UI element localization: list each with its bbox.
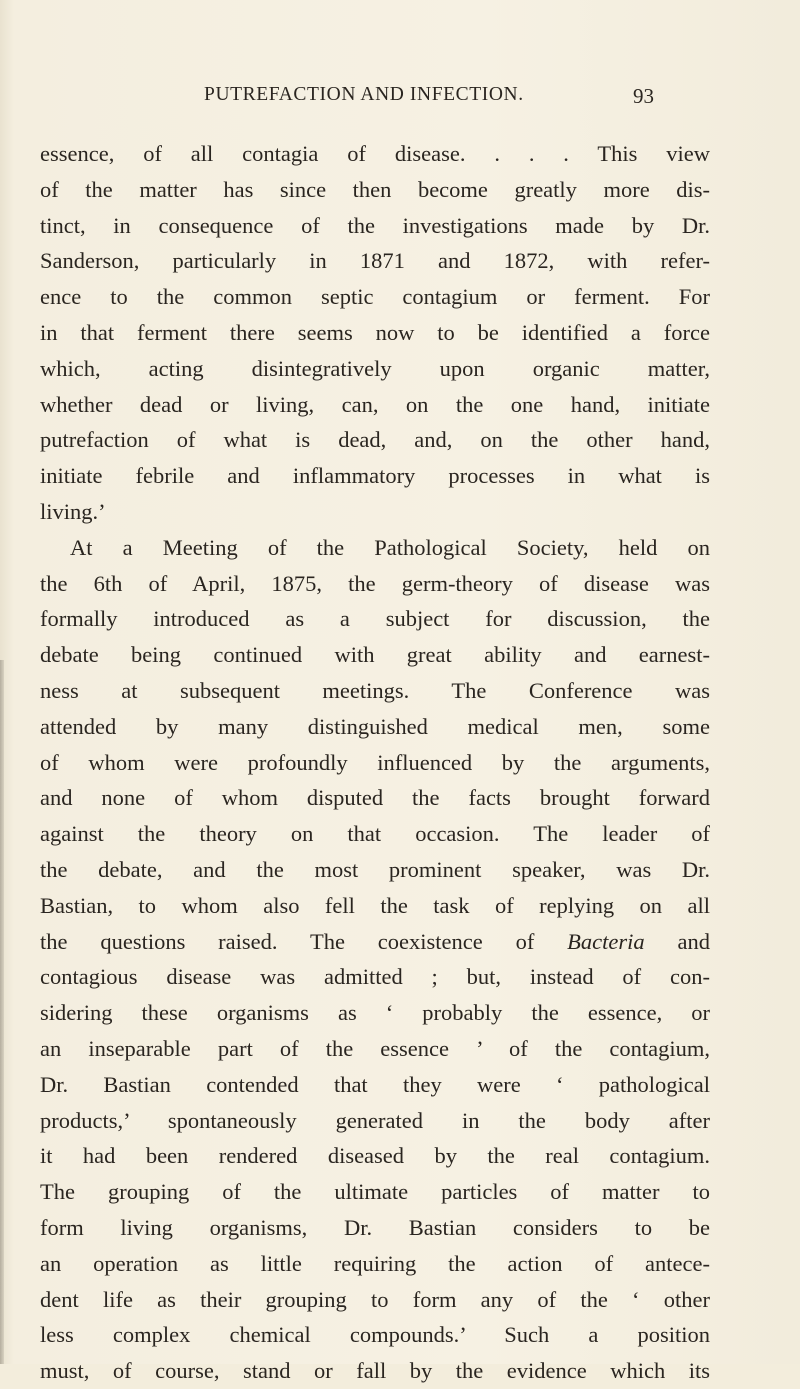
- text-line: tinct, in consequence of the investigations made by Dr.: [40, 212, 710, 238]
- running-head: PUTREFACTION AND INFECTION.: [204, 84, 524, 105]
- text-line: living.’: [40, 498, 106, 524]
- text-line: the debate, and the most prominent speaker, was Dr.: [40, 856, 710, 882]
- page-header: [0, 84, 800, 114]
- body-text: [40, 136, 710, 1389]
- text-line: an operation as little requiring the action of antece-: [40, 1250, 710, 1276]
- italic-term: Bacteria: [567, 928, 645, 954]
- text-line: initiate febrile and inflammatory processes in what is: [40, 463, 710, 489]
- page-binding-edge: [0, 660, 4, 1364]
- text-line: ness at subsequent meetings. The Conference was: [40, 677, 710, 703]
- text-line: Sanderson, particularly in 1871 and 1872, with refer-: [40, 248, 710, 274]
- text-line: Bastian, to whom also fell the task of replying on all: [40, 892, 710, 918]
- text-line: in that ferment there seems now to be identified a force: [40, 319, 710, 345]
- text-line: of whom were profoundly influenced by the arguments,: [40, 749, 710, 775]
- text-line: less complex chemical compounds.’ Such a position: [40, 1322, 710, 1348]
- text-line: ence to the common septic contagium or ferment. For: [40, 284, 710, 310]
- text-line: the questions raised. The coexistence of Bacteria and: [40, 928, 710, 954]
- text-line: which, acting disintegratively upon organic matter,: [40, 355, 710, 381]
- text-line: sidering these organisms as ‘ probably the essence, or: [40, 1000, 710, 1026]
- text-line: debate being continued with great ability and earnest-: [40, 642, 710, 668]
- text-line: it had been rendered diseased by the real contagium.: [40, 1143, 710, 1169]
- text-line: attended by many distinguished medical men, some: [40, 713, 710, 739]
- text-line: form living organisms, Dr. Bastian considers to be: [40, 1214, 710, 1240]
- text-line: Dr. Bastian contended that they were ‘ pathological: [40, 1071, 710, 1097]
- text-line: contagious disease was admitted ; but, instead of con-: [40, 964, 710, 990]
- text-line: At a Meeting of the Pathological Society, held on: [70, 534, 710, 560]
- text-line: whether dead or living, can, on the one hand, initiate: [40, 391, 710, 417]
- text-line: essence, of all contagia of disease. . . . This view: [40, 141, 710, 166]
- text-line: products,’ spontaneously generated in the body after: [40, 1107, 710, 1133]
- text-line: and none of whom disputed the facts brought forward: [40, 785, 710, 811]
- text-line: The grouping of the ultimate particles of matter to: [40, 1179, 710, 1205]
- text-line: against the theory on that occasion. The leader of: [40, 821, 710, 847]
- text-line: the 6th of April, 1875, the germ-theory of disease was: [40, 570, 710, 596]
- text-line: dent life as their grouping to form any of the ‘ other: [40, 1286, 710, 1312]
- page-number: 93: [633, 84, 654, 108]
- text-line: of the matter has since then become greatly more dis-: [40, 176, 710, 202]
- text-line: must, of course, stand or fall by the evidence which its: [40, 1358, 710, 1384]
- text-line: putrefaction of what is dead, and, on the other hand,: [40, 427, 710, 453]
- text-line: formally introduced as a subject for discussion, the: [40, 606, 710, 632]
- text-line: an inseparable part of the essence ’ of the contagium,: [40, 1035, 710, 1061]
